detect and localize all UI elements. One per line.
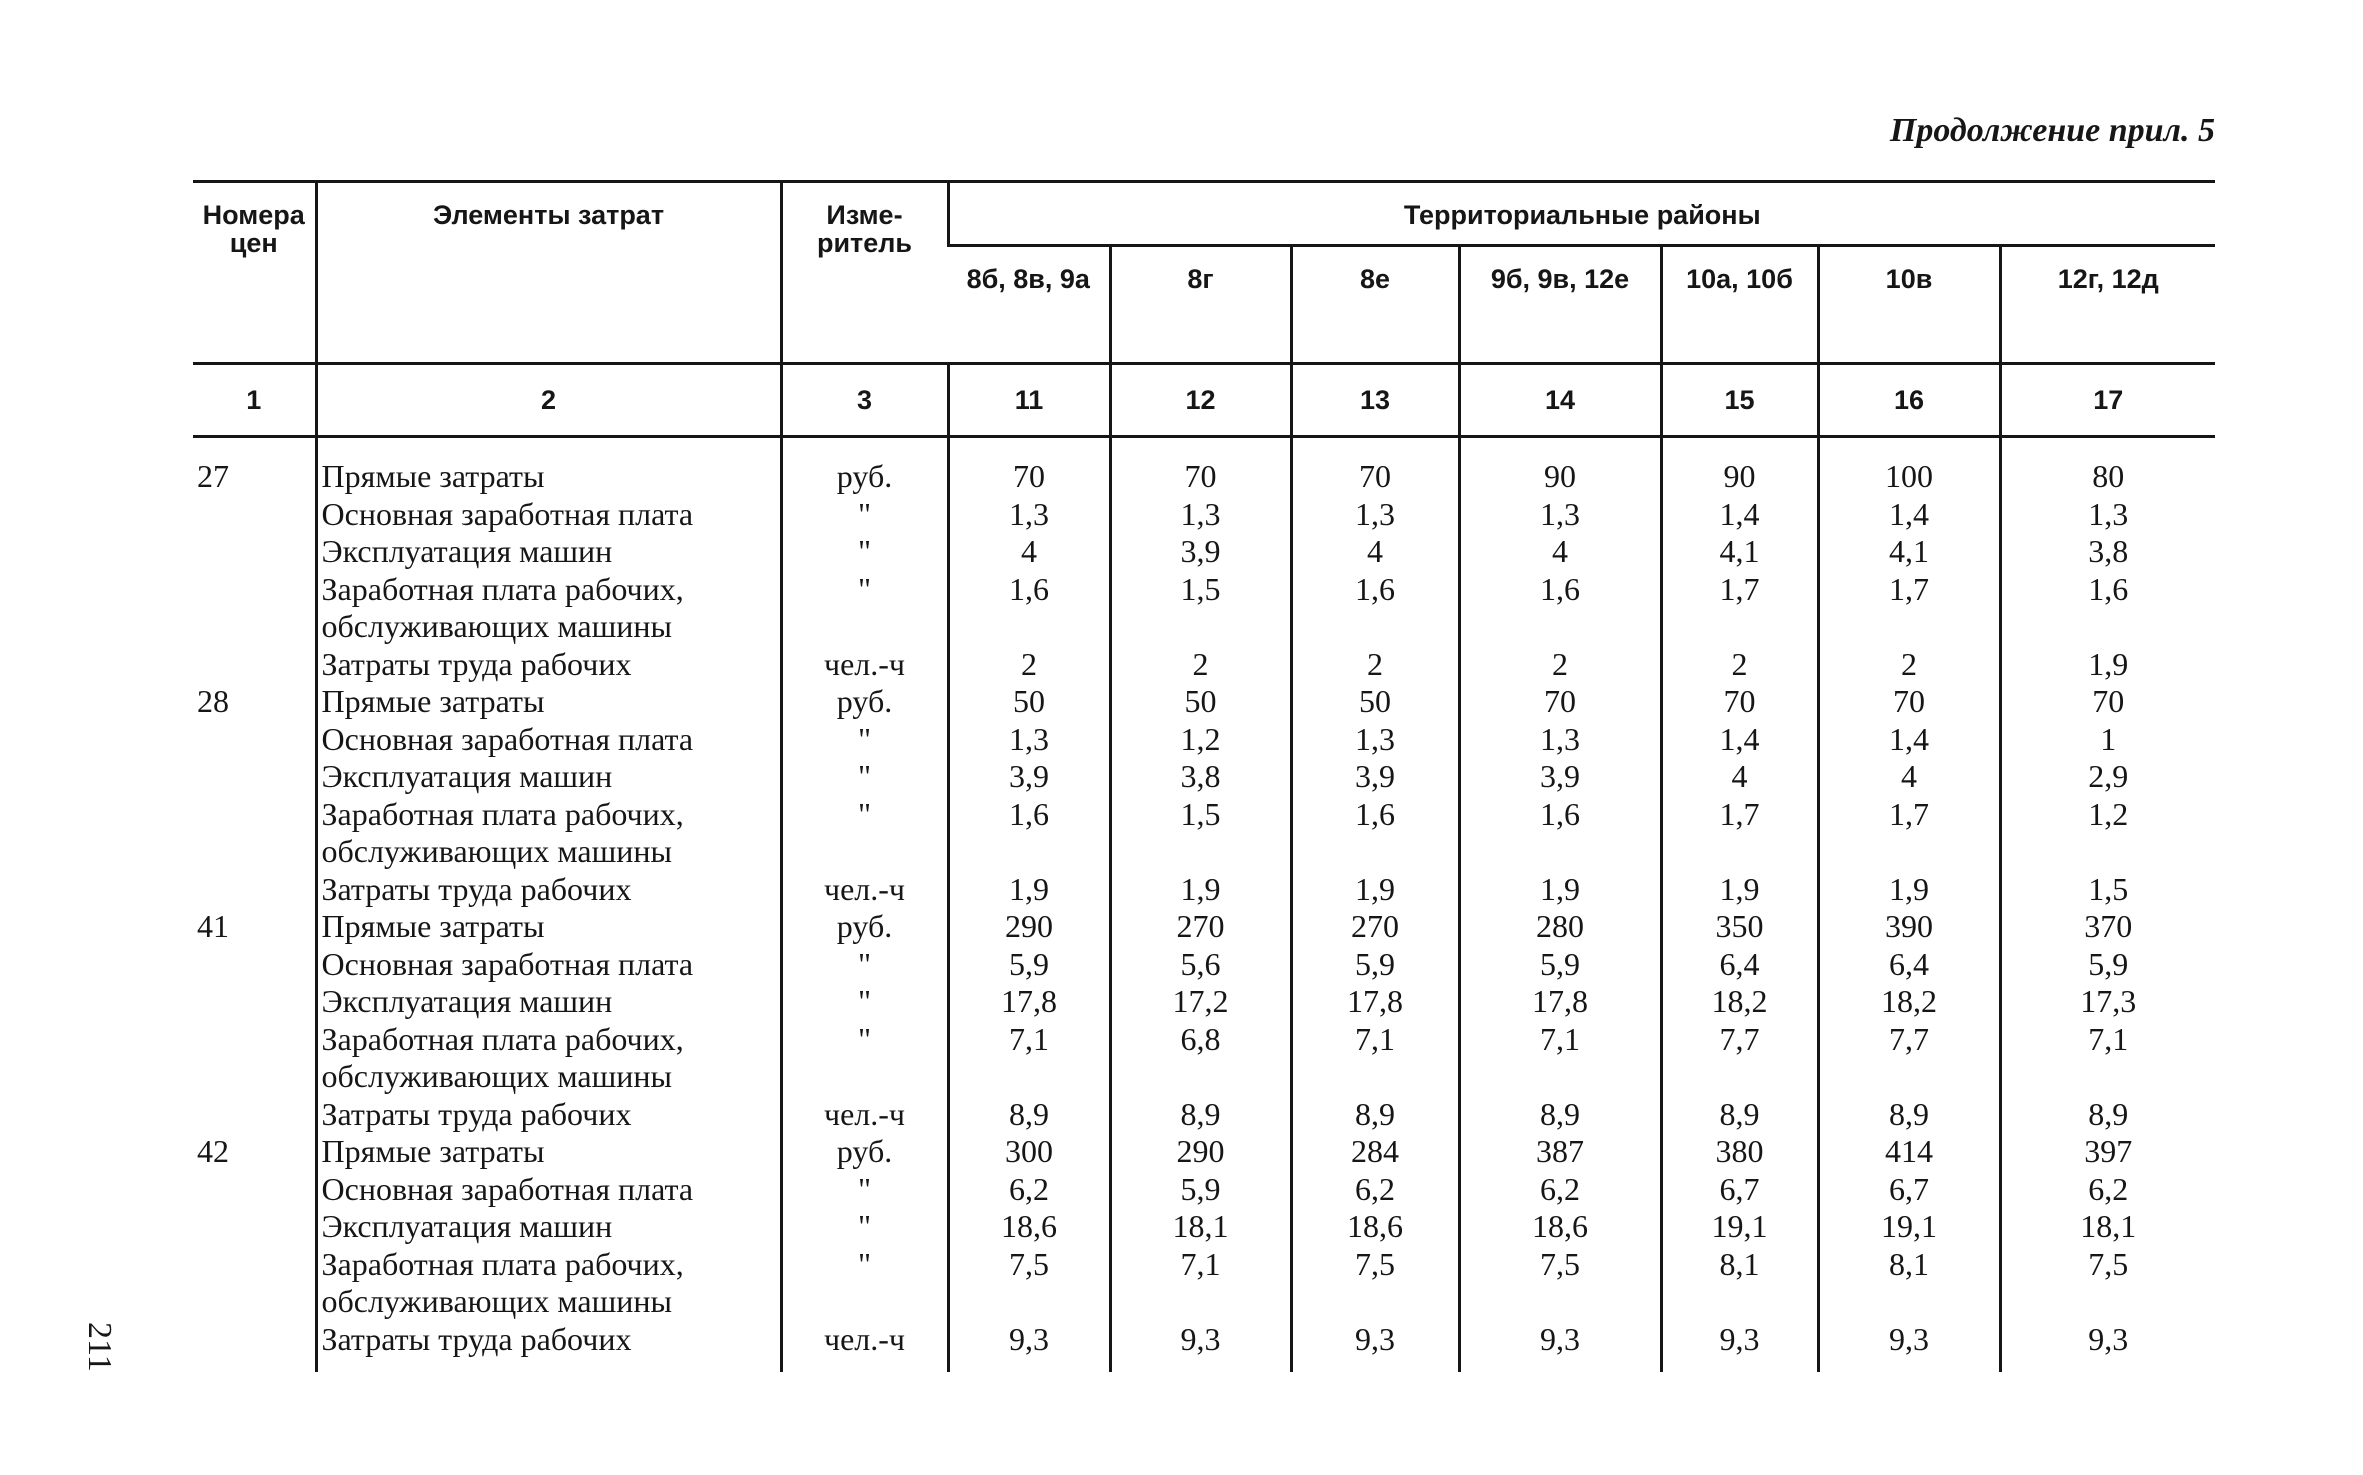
cost-element-cell: Основная заработная плата [316,946,781,984]
district-value-cell [1661,1283,1818,1321]
district-value-cell: 6,2 [948,1171,1110,1209]
table-row [193,1058,2215,1096]
price-number-cell: 27 [197,458,229,494]
column-number: 16 [1818,364,2000,437]
header-unit: Изме-ритель [781,182,948,364]
table-row [193,437,2215,496]
price-number-cell [193,1208,316,1246]
district-value-cell: 70 [1661,683,1818,721]
column-number: 1 [193,364,316,437]
district-value-cell: 9,3 [1818,1321,2000,1373]
district-value-cell [2000,833,2215,871]
table-body [193,437,2215,1373]
unit-cell: " [781,496,948,534]
district-value-cell: 4 [1661,758,1818,796]
table-row [193,833,2215,871]
cost-element-cell: Основная заработная плата [316,496,781,534]
district-value-cell: 50 [1291,683,1459,721]
price-number-cell [193,533,316,571]
district-value-cell: 1,9 [1459,871,1661,909]
cost-element-cell: Затраты труда рабочих [316,1321,781,1373]
district-value-cell: 70 [1110,437,1291,496]
unit-cell: " [781,758,948,796]
table-row [193,571,2215,609]
price-number-cell [193,1283,316,1321]
district-value-cell: 1,4 [1661,496,1818,534]
district-value-cell: 1,4 [1818,721,2000,759]
price-number-cell: 42 [197,1133,229,1169]
price-number-cell: 41 [197,908,229,944]
cost-element-cell: Эксплуатация машин [316,533,781,571]
cost-element-cell: Затраты труда рабочих [316,871,781,909]
district-value-cell: 1,9 [948,871,1110,909]
district-value-cell: 6,2 [2000,1171,2215,1209]
cost-element-cell: Эксплуатация машин [316,758,781,796]
unit-cell [781,608,948,646]
price-number-cell [193,1321,316,1373]
price-number-cell [193,1246,316,1284]
district-value-cell: 4,1 [1818,533,2000,571]
district-value-cell: 350 [1661,908,1818,946]
district-value-cell [1110,833,1291,871]
unit-cell: чел.-ч [781,871,948,909]
district-value-cell: 7,1 [1459,1021,1661,1059]
unit-cell: руб. [781,683,948,721]
district-value-cell: 1,9 [1818,871,2000,909]
header-district: 8г [1110,246,1291,364]
unit-cell: руб. [781,437,948,496]
district-value-cell: 70 [948,437,1110,496]
unit-cell: " [781,571,948,609]
district-value-cell: 8,1 [1818,1246,2000,1284]
district-value-cell: 1,5 [2000,871,2215,909]
cost-element-cell: Эксплуатация машин [316,1208,781,1246]
district-value-cell: 8,9 [1110,1096,1291,1134]
district-value-cell: 270 [1110,908,1291,946]
unit-cell: " [781,1246,948,1284]
district-value-cell: 5,9 [948,946,1110,984]
table-row [193,683,2215,721]
district-value-cell: 9,3 [1459,1321,1661,1373]
district-value-cell: 18,1 [1110,1208,1291,1246]
district-value-cell: 7,5 [948,1246,1110,1284]
district-value-cell [1459,1058,1661,1096]
district-value-cell: 2 [1818,646,2000,684]
unit-cell [781,1058,948,1096]
district-value-cell: 270 [1291,908,1459,946]
district-value-cell: 1,9 [2000,646,2215,684]
cost-element-cell: обслуживающих машины [316,833,781,871]
column-number: 13 [1291,364,1459,437]
unit-cell: руб. [781,1133,948,1171]
cost-element-cell: Прямые затраты [316,908,781,946]
district-value-cell: 6,2 [1291,1171,1459,1209]
column-number: 14 [1459,364,1661,437]
header-district: 10в [1818,246,2000,364]
price-number-cell [193,796,316,834]
district-value-cell: 380 [1661,1133,1818,1171]
district-value-cell: 1,3 [1291,721,1459,759]
district-value-cell: 1,2 [1110,721,1291,759]
column-number: 12 [1110,364,1291,437]
district-value-cell [948,1058,1110,1096]
district-value-cell: 70 [1818,683,2000,721]
district-value-cell: 1,6 [2000,571,2215,609]
district-value-cell [2000,608,2215,646]
header-district: 12г, 12д [2000,246,2215,364]
district-value-cell: 9,3 [2000,1321,2215,1373]
district-value-cell: 280 [1459,908,1661,946]
district-value-cell: 6,8 [1110,1021,1291,1059]
cost-element-cell: Заработная плата рабочих, [316,1021,781,1059]
column-number: 3 [781,364,948,437]
district-value-cell [948,1283,1110,1321]
price-number-cell [193,758,316,796]
district-value-cell: 90 [1459,437,1661,496]
district-value-cell: 7,1 [948,1021,1110,1059]
district-value-cell: 1,9 [1291,871,1459,909]
district-value-cell: 397 [2000,1133,2215,1171]
district-value-cell: 2 [1291,646,1459,684]
cost-element-cell: обслуживающих машины [316,1283,781,1321]
district-value-cell [1291,608,1459,646]
district-value-cell: 8,9 [1291,1096,1459,1134]
unit-cell: " [781,721,948,759]
district-value-cell: 1,6 [1459,571,1661,609]
district-value-cell: 8,9 [948,1096,1110,1134]
district-value-cell: 1,7 [1818,571,2000,609]
table-header [193,182,2215,437]
district-value-cell: 390 [1818,908,2000,946]
appendix-caption: Продолжение прил. 5 [1889,112,2215,149]
price-number-cell [193,1058,316,1096]
header-district: 8б, 8в, 9а [966,264,1090,294]
district-value-cell: 3,9 [1291,758,1459,796]
table-row [193,1133,2215,1171]
district-value-cell: 18,1 [2000,1208,2215,1246]
district-value-cell: 4 [1818,758,2000,796]
unit-cell [781,1283,948,1321]
unit-cell: " [781,533,948,571]
district-value-cell: 6,7 [1818,1171,2000,1209]
cost-element-cell: Затраты труда рабочих [316,646,781,684]
district-value-cell: 80 [2000,437,2215,496]
unit-cell: " [781,983,948,1021]
district-value-cell: 1,5 [1110,571,1291,609]
district-value-cell: 370 [2000,908,2215,946]
unit-cell: " [781,946,948,984]
district-value-cell: 7,5 [1291,1246,1459,1284]
district-value-cell: 18,2 [1818,983,2000,1021]
cost-element-cell: обслуживающих машины [316,608,781,646]
district-value-cell: 1,3 [948,496,1110,534]
price-number-cell [193,1171,316,1209]
district-value-cell: 3,9 [1459,758,1661,796]
district-value-cell: 5,9 [1459,946,1661,984]
district-value-cell [1818,833,2000,871]
district-value-cell [1661,1058,1818,1096]
cost-element-cell: Прямые затраты [316,437,781,496]
district-value-cell: 17,3 [2000,983,2215,1021]
district-value-cell [1818,1283,2000,1321]
table-row [193,721,2215,759]
unit-cell: " [781,796,948,834]
district-value-cell: 7,5 [1459,1246,1661,1284]
district-value-cell: 4 [1291,533,1459,571]
district-value-cell: 70 [1291,437,1459,496]
district-value-cell: 6,7 [1661,1171,1818,1209]
district-value-cell [1459,608,1661,646]
district-value-cell: 17,2 [1110,983,1291,1021]
header-district: 10а, 10б [1661,246,1818,364]
district-value-cell: 19,1 [1818,1208,2000,1246]
district-value-cell: 7,1 [1291,1021,1459,1059]
cost-element-cell: Заработная плата рабочих, [316,796,781,834]
column-number: 11 [948,364,1110,437]
district-value-cell: 8,9 [1459,1096,1661,1134]
cost-element-cell: Заработная плата рабочих, [316,1246,781,1284]
cost-element-cell: Затраты труда рабочих [316,1096,781,1134]
price-number-cell [193,721,316,759]
district-value-cell: 5,9 [1110,1171,1291,1209]
price-number-cell [193,496,316,534]
district-value-cell: 2 [948,646,1110,684]
table-row [193,1208,2215,1246]
district-value-cell: 7,1 [1110,1246,1291,1284]
unit-cell: чел.-ч [781,1096,948,1134]
district-value-cell: 18,6 [1459,1208,1661,1246]
district-value-cell: 17,8 [1459,983,1661,1021]
district-value-cell [1459,1283,1661,1321]
district-value-cell: 2,9 [2000,758,2215,796]
table-row [193,983,2215,1021]
table-row [193,646,2215,684]
district-value-cell: 4,1 [1661,533,1818,571]
table-row [193,908,2215,946]
table-row [193,1283,2215,1321]
district-value-cell: 17,8 [948,983,1110,1021]
cost-element-cell: Основная заработная плата [316,721,781,759]
district-value-cell [1110,1283,1291,1321]
table-row [193,946,2215,984]
district-value-cell: 90 [1661,437,1818,496]
district-value-cell: 1,3 [1459,721,1661,759]
district-value-cell: 8,9 [1661,1096,1818,1134]
header-district: 8е [1291,246,1459,364]
district-value-cell: 1,4 [1661,721,1818,759]
price-number-cell [193,608,316,646]
district-value-cell [1110,608,1291,646]
district-value-cell: 4 [1459,533,1661,571]
district-value-cell [1818,1058,2000,1096]
header-elements: Элементы затрат [316,182,781,364]
header-number: Номера цен [202,200,305,259]
district-value-cell: 300 [948,1133,1110,1171]
district-value-cell: 1,9 [1661,871,1818,909]
district-value-cell: 4 [948,533,1110,571]
district-value-cell: 8,9 [1818,1096,2000,1134]
district-value-cell: 3,8 [1110,758,1291,796]
header-districts-group: Территориальные районы [948,182,2215,246]
district-value-cell [948,608,1110,646]
district-value-cell: 70 [2000,683,2215,721]
district-value-cell: 290 [1110,1133,1291,1171]
district-value-cell [948,833,1110,871]
district-value-cell: 17,8 [1291,983,1459,1021]
unit-cell [781,833,948,871]
district-value-cell [2000,1283,2215,1321]
cost-element-cell: Эксплуатация машин [316,983,781,1021]
table-row [193,1246,2215,1284]
district-value-cell: 6,4 [1661,946,1818,984]
district-value-cell: 3,9 [948,758,1110,796]
district-value-cell: 1,6 [1291,796,1459,834]
district-value-cell: 18,2 [1661,983,1818,1021]
district-value-cell: 1,3 [1291,496,1459,534]
district-value-cell: 1,4 [1818,496,2000,534]
district-value-cell [1110,1058,1291,1096]
district-value-cell: 9,3 [1661,1321,1818,1373]
district-value-cell: 1,3 [1459,496,1661,534]
district-value-cell: 7,1 [2000,1021,2215,1059]
district-value-cell [1291,1058,1459,1096]
district-value-cell: 5,9 [2000,946,2215,984]
district-value-cell [1459,833,1661,871]
table-row [193,1021,2215,1059]
district-value-cell: 1 [2000,721,2215,759]
column-number: 2 [316,364,781,437]
district-value-cell: 18,6 [1291,1208,1459,1246]
price-number-cell [193,833,316,871]
table-row [193,1171,2215,1209]
district-value-cell: 284 [1291,1133,1459,1171]
column-number: 17 [2000,364,2215,437]
district-value-cell: 3,9 [1110,533,1291,571]
price-number-cell [193,871,316,909]
table-row [193,496,2215,534]
price-number-cell [193,571,316,609]
district-value-cell: 18,6 [948,1208,1110,1246]
cost-element-cell: Прямые затраты [316,1133,781,1171]
district-value-cell: 2 [1110,646,1291,684]
district-value-cell: 3,8 [2000,533,2215,571]
unit-cell: чел.-ч [781,1321,948,1373]
unit-cell: руб. [781,908,948,946]
table-row [193,533,2215,571]
district-value-cell: 1,7 [1818,796,2000,834]
district-value-cell [1291,833,1459,871]
district-value-cell: 1,2 [2000,796,2215,834]
table-row [193,1321,2215,1373]
district-value-cell: 1,6 [1459,796,1661,834]
table-row [193,758,2215,796]
district-value-cell: 1,6 [1291,571,1459,609]
district-value-cell: 2 [1459,646,1661,684]
district-value-cell: 8,9 [2000,1096,2215,1134]
district-value-cell: 1,3 [2000,496,2215,534]
unit-cell: " [781,1208,948,1246]
district-value-cell: 5,6 [1110,946,1291,984]
district-value-cell: 2 [1661,646,1818,684]
price-number-cell [193,646,316,684]
unit-cell: " [781,1021,948,1059]
page-number: 211 [81,1322,118,1372]
district-value-cell: 387 [1459,1133,1661,1171]
district-value-cell [1661,833,1818,871]
cost-element-cell: Основная заработная плата [316,1171,781,1209]
table-row [193,871,2215,909]
district-value-cell: 6,2 [1459,1171,1661,1209]
district-value-cell: 1,9 [1110,871,1291,909]
district-value-cell [1818,608,2000,646]
unit-cell: " [781,1171,948,1209]
district-value-cell: 290 [948,908,1110,946]
district-value-cell: 7,7 [1818,1021,2000,1059]
district-value-cell: 50 [1110,683,1291,721]
price-number-cell [193,1021,316,1059]
district-value-cell: 7,7 [1661,1021,1818,1059]
price-number-cell [193,983,316,1021]
district-value-cell [1661,608,1818,646]
cost-element-cell: Прямые затраты [316,683,781,721]
header-district: 9б, 9в, 12е [1459,246,1661,364]
district-value-cell: 414 [1818,1133,2000,1171]
district-value-cell: 1,5 [1110,796,1291,834]
cost-element-cell: обслуживающих машины [316,1058,781,1096]
district-value-cell [1291,1283,1459,1321]
price-number-cell [193,946,316,984]
table-row [193,796,2215,834]
district-value-cell: 8,1 [1661,1246,1818,1284]
column-number: 15 [1661,364,1818,437]
district-value-cell: 9,3 [948,1321,1110,1373]
district-value-cell: 19,1 [1661,1208,1818,1246]
district-value-cell: 7,5 [2000,1246,2215,1284]
cost-table [193,180,2215,1372]
district-value-cell: 1,6 [948,571,1110,609]
table-row [193,608,2215,646]
table-row [193,1096,2215,1134]
price-number-cell: 28 [197,683,229,719]
price-number-cell [193,1096,316,1134]
district-value-cell [2000,1058,2215,1096]
district-value-cell: 1,6 [948,796,1110,834]
district-value-cell: 1,7 [1661,571,1818,609]
district-value-cell: 5,9 [1291,946,1459,984]
district-value-cell: 1,7 [1661,796,1818,834]
district-value-cell: 1,3 [1110,496,1291,534]
cost-element-cell: Заработная плата рабочих, [316,571,781,609]
district-value-cell: 70 [1459,683,1661,721]
unit-cell: чел.-ч [781,646,948,684]
district-value-cell: 1,3 [948,721,1110,759]
district-value-cell: 50 [948,683,1110,721]
district-value-cell: 9,3 [1110,1321,1291,1373]
district-value-cell: 6,4 [1818,946,2000,984]
district-value-cell: 9,3 [1291,1321,1459,1373]
district-value-cell: 100 [1818,437,2000,496]
